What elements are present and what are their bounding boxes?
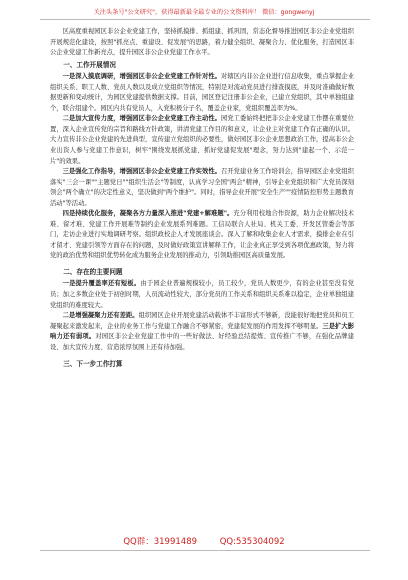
qq-contact: QQ:535304092 <box>219 537 285 547</box>
paragraph-2-2 <box>50 311 354 353</box>
section-heading-2: 二、存在的主要问题 <box>63 268 123 277</box>
paragraph-text: 对园区非公企业党建工作中的一些好做法、好经验总结提炼、宣传推广不够，在强化品牌建设、加大宣传力度、营造浓厚氛围上还有待加强。 <box>50 333 354 351</box>
paragraph-text: 组织园区企业开展党建活动载体不丰富形式不够新，没能很好地把党员和员工凝聚起来激发起来，企业的业务工作与党建工作融合不够紧密，党建促发展的作用发挥不够明显。 <box>50 312 354 330</box>
paragraph-text: 充分利用校地合作资源，助力企业解决技术难、留才难、党建工作开展难等制约企业发展系列难题。工信局联合人社局、机关工委、开发区管委会等部门，走访企业进行实地调研考察。组织政校企人才发展座谈会。深入了解和收集企业人才需求，摸排企业在引才留才、党建引领等方面存在的问题，及时做好政策宣讲解释工作，让企业真正享受到各项优惠政策，努力将党的政治优势和组织优势转化成为服务企业发展的推动力，引领助推园区高质量发展。 <box>50 210 354 260</box>
document-body <box>50 27 354 530</box>
paragraph-1-3 <box>50 167 354 209</box>
intro-paragraph: 区高度重视园区非公企业党建工作，坚持抓摸排、抓组建、抓巩固，常态化督导推进园区非公企业党组织开展规范化建设，按照"抓亮点、重建设、促发展"的思路，着力健全组织、凝聚合力、优化服务，打造园区非公企业党建工作新亮点，提升园区非公企业党建工作水平。 <box>50 28 354 57</box>
section-heading-1: 一、工作开展情况 <box>63 61 116 70</box>
paragraph-1-1 <box>50 72 354 114</box>
paragraph-text: 对辖区内非公企业进行信息收集，重点掌握企业组织关系、职工人数、党员人数以及成立党组织等情况，特别是对流动党员进行排查摸底，并及时准确做好数据更新和变动统计，为园区党建提供数据支撑。目前，园区登记注册非公企业，已建立党组织，其中单独组建个，联合组建个。园区内共有党员人，入党积极分子名，覆盖企业家，党组织覆盖率为%。 <box>50 73 354 112</box>
paragraph-text: 园党工委始终把把非公企业党建工作摆在重要位置，深入企业宣传党的宗旨和路线方针政策，讲清党建工作目的和意义，让企业主对党建工作有正确的认识。大力宣传非公企业党建的先进典型，宣传建立党组织的必要性，做好园区非公企业思想政治工作，提高非公企业出资人参与党建工作意识，树牢"围绕发展抓党建、抓好党建促发展"理念，努力达到"建起一个、示范一片"的效果。 <box>50 115 354 165</box>
section-heading-3: 三、下一步工作打算 <box>63 359 123 368</box>
paragraph-1-2 <box>50 114 354 167</box>
paragraph-lead: 一是提升覆盖率还有短板。 <box>62 280 141 288</box>
paragraph-lead: 二是加大宣传力度，增强园区非公企业党建工作主动性。 <box>62 115 221 123</box>
paragraph-lead: 四是持续优化服务，凝聚各方力量深入推进"党建+解难题"。 <box>62 210 234 218</box>
paragraph-lead: 三是扩大影响力还有弱项。 <box>50 322 354 341</box>
qq-group: QQ群：31991489 <box>123 537 198 547</box>
paragraph-lead: 一是深入摸底调研，增强园区非公企业党建工作针对性。 <box>62 73 221 81</box>
paragraph-lead: 二是增强凝聚力还有差距。 <box>62 312 139 320</box>
paragraph-text: 召开党建业务工作培训会，指导园区企业党组织落实"三会一课""主题党日""组织生活会"等制度，认真学习全国"两会"精神，引导企业党组织和广大党员深刻领会"两个确立"的决定性意义，坚决做到"两个维护"。同时，指导企业开展"安全生产""疫情防控形势主题教育活动"等活动。 <box>50 168 354 207</box>
paragraph-text: 由于园企业普遍规模较小，员工较少，党员人数更少，有的企业甚至没有党员；加之多数企业处于初创时期，人员流动性较大，部分党员的工作关系和组织关系难以稳定，企业单独组建党组织的难度较大。 <box>50 280 354 309</box>
paragraph-1-4 <box>50 209 354 262</box>
paragraph-2-1 <box>50 279 354 311</box>
paragraph-lead: 三是强化工作指导，增强园区非公企业党建工作实效性。 <box>62 168 221 176</box>
top-banner: 关注头条号"公文研究"，获得最新最全最专业的公文资料库！ 微信：gongwenyj <box>93 9 315 16</box>
page-footer <box>0 535 408 547</box>
header-divider <box>40 19 370 20</box>
footer-divider <box>40 550 370 551</box>
